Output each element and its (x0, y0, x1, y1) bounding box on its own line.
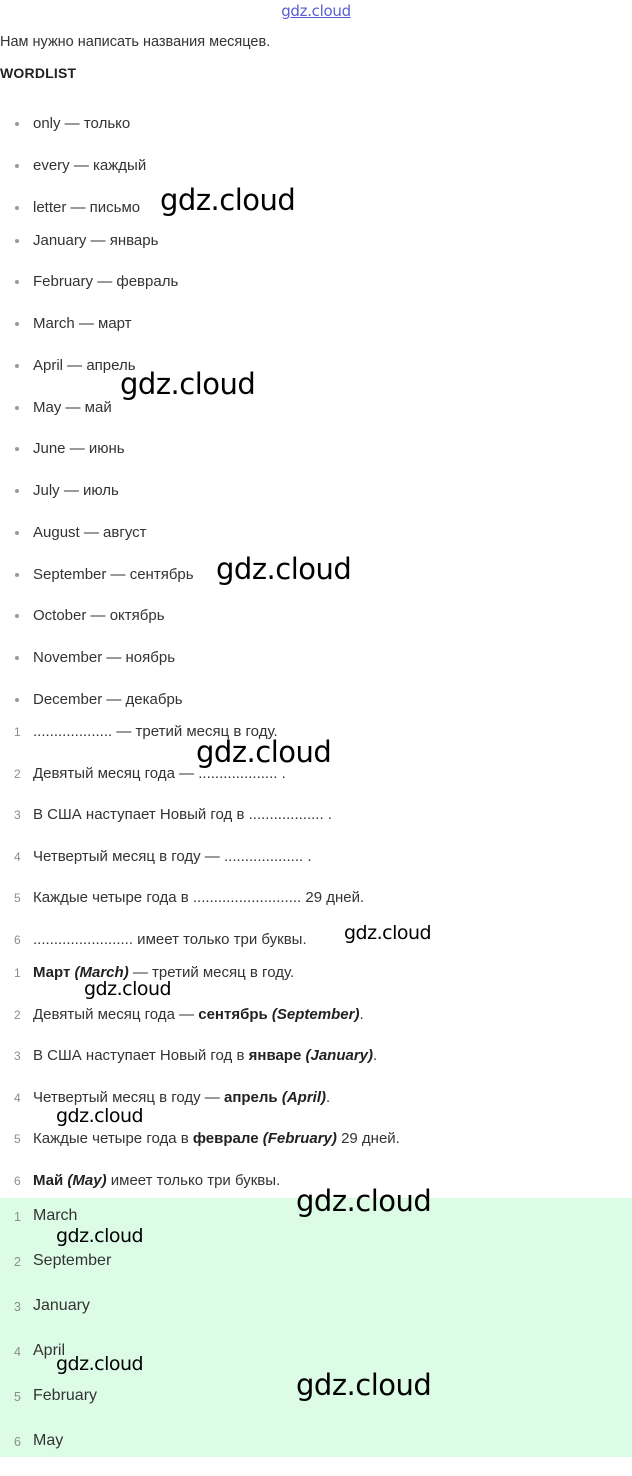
bullet-icon (15, 573, 19, 577)
watermark: gdz.cloud (120, 367, 256, 401)
bullet-icon (15, 656, 19, 660)
answer-number: 3 (14, 1049, 21, 1064)
wordlist (0, 114, 632, 732)
short-answer-item: 1 March (0, 1206, 632, 1251)
task-item: 4 Четвертый месяц в году — ................... . (14, 847, 312, 865)
answer-list (0, 963, 632, 1213)
watermark: gdz.cloud (196, 735, 332, 769)
bullet-icon (15, 206, 19, 210)
wordlist-item: August — август (0, 523, 632, 565)
bullet-icon (15, 280, 19, 284)
bullet-icon (15, 322, 19, 326)
wordlist-item: only — только (0, 114, 632, 156)
short-answer-item: 5 February (0, 1386, 632, 1431)
watermark: gdz.cloud (216, 552, 352, 586)
answer-item: 4 Четвертый месяц в году — апрель (April). (14, 1088, 331, 1106)
short-answer-number: 3 (14, 1300, 21, 1314)
answer-number: 2 (14, 1007, 21, 1022)
answer-number: 4 (14, 1090, 21, 1105)
task-number: 5 (14, 891, 21, 906)
answer-item: 2 Девятый месяц года — сентябрь (September). (14, 1005, 364, 1023)
wordlist-item: every — каждый (0, 156, 632, 198)
bullet-icon (15, 447, 19, 451)
wordlist-item: February — февраль (0, 272, 632, 314)
wordlist-item: March — март (0, 314, 632, 356)
watermark: gdz.cloud (296, 1368, 432, 1402)
task-item: 3 В США наступает Новый год в .................. . (14, 806, 332, 824)
watermark: gdz.cloud (56, 1353, 144, 1375)
short-answer-number: 5 (14, 1390, 21, 1404)
watermark: gdz.cloud (84, 978, 172, 1000)
answer-item: 5 Каждые четыре года в феврале (February) 29 дней. (14, 1130, 400, 1148)
watermark: gdz.cloud (344, 922, 432, 944)
task-item: 6 ........................ имеет только три буквы. (14, 930, 307, 948)
wordlist-item: July — июль (0, 481, 632, 523)
task-number: 6 (14, 932, 21, 947)
answer-item: 6 Май (May) имеет только три буквы. (14, 1171, 281, 1189)
short-answer-number: 6 (14, 1435, 21, 1449)
task-item: 2 Девятый месяц года — ................... . (14, 764, 286, 782)
short-answer-item: 4 April (0, 1341, 632, 1386)
answer-number: 5 (14, 1132, 21, 1147)
task-number: 1 (14, 725, 21, 739)
short-answer-item: 3 January (0, 1296, 632, 1341)
wordlist-item: April — апрель (0, 356, 632, 398)
short-answer-number: 2 (14, 1255, 21, 1269)
watermark: gdz.cloud (56, 1105, 144, 1127)
task-number: 3 (14, 808, 21, 823)
answer-item: 3 В США наступает Новый год в январе (January). (14, 1047, 378, 1065)
short-answer-item: 2 September (0, 1251, 632, 1296)
bullet-icon (15, 531, 19, 535)
short-answer-number: 1 (14, 1210, 21, 1224)
short-answer-item: 6 May (0, 1431, 632, 1476)
bullet-icon (15, 489, 19, 493)
wordlist-item: May — май (0, 398, 632, 440)
bullet-icon (15, 614, 19, 618)
bullet-icon (15, 164, 19, 168)
wordlist-item: December — декабрь (0, 690, 632, 732)
bullet-icon (15, 698, 19, 702)
bullet-icon (15, 364, 19, 368)
task-item: 1 ................... — третий месяц в году. (14, 723, 278, 740)
short-answer-number: 4 (14, 1345, 21, 1359)
bullet-icon (15, 406, 19, 410)
intro-text: Нам нужно написать названия месяцев. (0, 34, 271, 50)
watermark: gdz.cloud (296, 1184, 432, 1218)
answer-number: 6 (14, 1173, 21, 1188)
wordlist-item: January — январь (0, 231, 632, 273)
task-number: 4 (14, 849, 21, 864)
watermark: gdz.cloud (56, 1225, 144, 1247)
wordlist-item: June — июнь (0, 439, 632, 481)
wordlist-heading: WORDLIST (0, 65, 77, 81)
wordlist-item: November — ноябрь (0, 648, 632, 690)
wordlist-item: letter — письмо (0, 198, 632, 231)
bullet-icon (15, 239, 19, 243)
answer-number: 1 (14, 966, 21, 980)
top-watermark[interactable]: gdz.cloud (281, 2, 351, 20)
wordlist-item: September — сентябрь (0, 565, 632, 607)
answer-item: 1 Март (March) — третий месяц в году. (14, 964, 295, 981)
task-item: 5 Каждые четыре года в .......................... 29 дней. (14, 889, 365, 907)
watermark: gdz.cloud (160, 183, 296, 217)
task-number: 2 (14, 766, 21, 781)
wordlist-item: October — октябрь (0, 606, 632, 648)
bullet-icon (15, 122, 19, 126)
